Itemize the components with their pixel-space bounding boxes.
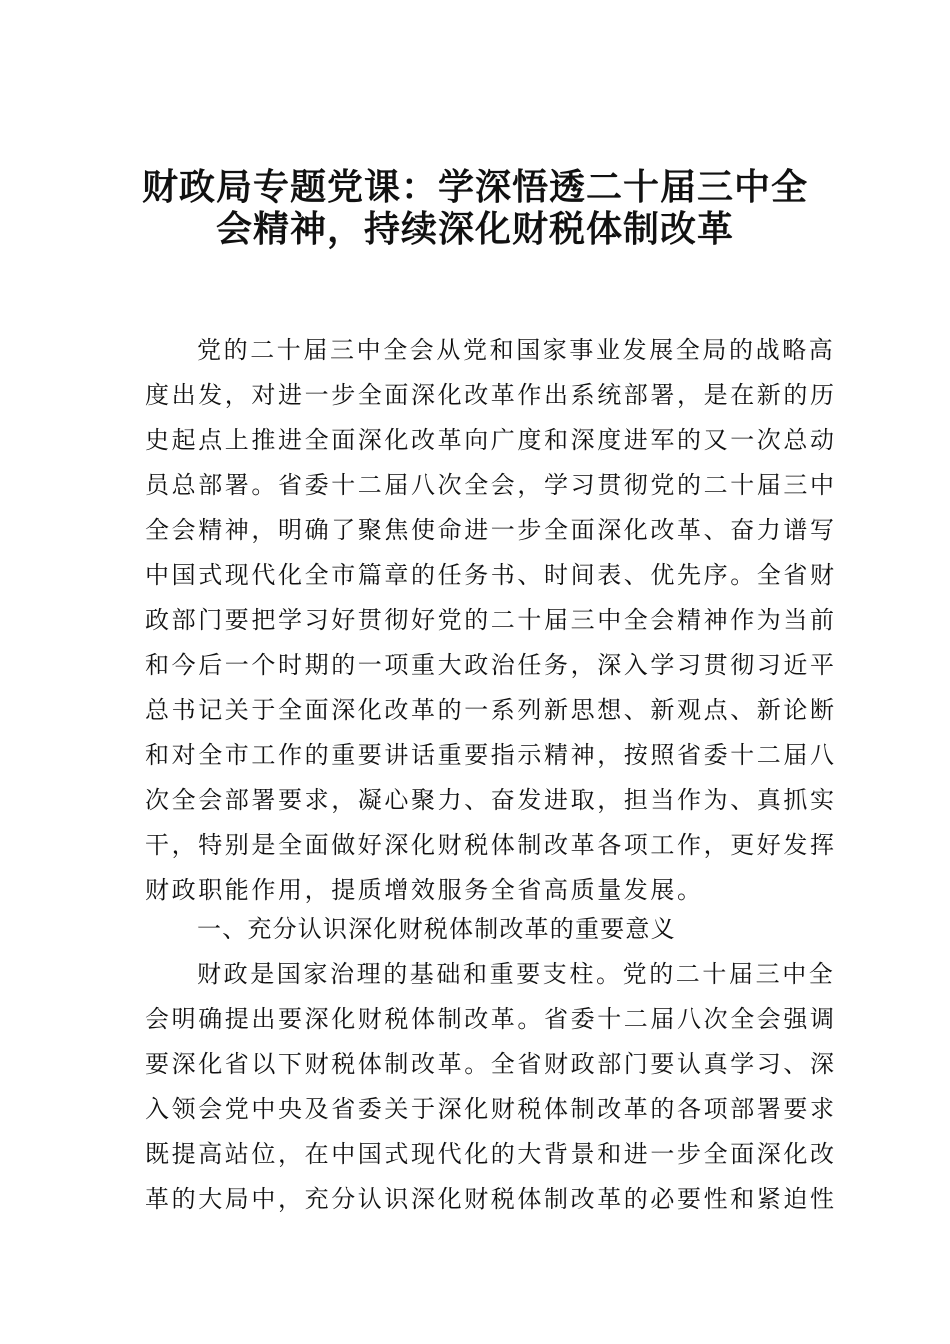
paragraph-line: 干，特别是全面做好深化财税体制改革各项工作，更好发挥 [145,831,837,859]
document-title-line-1: 财政局专题党课：学深悟透二十届三中全 [141,166,808,208]
paragraph-line: 和对全市工作的重要讲话重要指示精神，按照省委十二届八 [145,741,837,769]
paragraph-line: 会明确提出要深化财税体制改革。省委十二届八次全会强调 [145,1005,837,1033]
paragraph-line: 总书记关于全面深化改革的一系列新思想、新观点、新论断 [145,696,837,724]
paragraph-line: 全会精神，明确了聚焦使命进一步全面深化改革、奋力谱写 [145,516,837,544]
paragraph-line: 次全会部署要求，凝心聚力、奋发进取，担当作为、真抓实 [145,786,837,814]
paragraph-1 [145,328,837,913]
paragraph-line: 财政职能作用，提质增效服务全省高质量发展。 [145,876,704,904]
paragraph-2 [145,952,837,1222]
paragraph-line: 和今后一个时期的一项重大政治任务，深入学习贯彻习近平 [145,651,837,679]
paragraph-line: 财政是国家治理的基础和重要支柱。党的二十届三中全 [197,960,836,988]
paragraph-line: 要深化省以下财税体制改革。全省财政部门要认真学习、深 [145,1050,837,1078]
paragraph-line: 史起点上推进全面深化改革向广度和深度进军的又一次总动 [145,426,837,454]
paragraph-line: 度出发，对进一步全面深化改革作出系统部署，是在新的历 [145,381,837,409]
paragraph-line: 员总部署。省委十二届八次全会，学习贯彻党的二十届三中 [145,471,837,499]
paragraph-line: 入领会党中央及省委关于深化财税体制改革的各项部署要求 [145,1095,837,1123]
paragraph-line: 政部门要把学习好贯彻好党的二十届三中全会精神作为当前 [145,606,837,634]
paragraph-line: 党的二十届三中全会从党和国家事业发展全局的战略高 [197,336,836,364]
paragraph-line: 中国式现代化全市篇章的任务书、时间表、优先序。全省财 [145,561,837,589]
section-1-heading: 一、充分认识深化财税体制改革的重要意义 [197,915,676,943]
paragraph-line: 既提高站位，在中国式现代化的大背景和进一步全面深化改 [145,1140,837,1168]
document-title-line-2: 会精神，持续深化财税体制改革 [215,208,734,250]
paragraph-line: 革的大局中，充分认识深化财税体制改革的必要性和紧迫性 [145,1185,837,1213]
